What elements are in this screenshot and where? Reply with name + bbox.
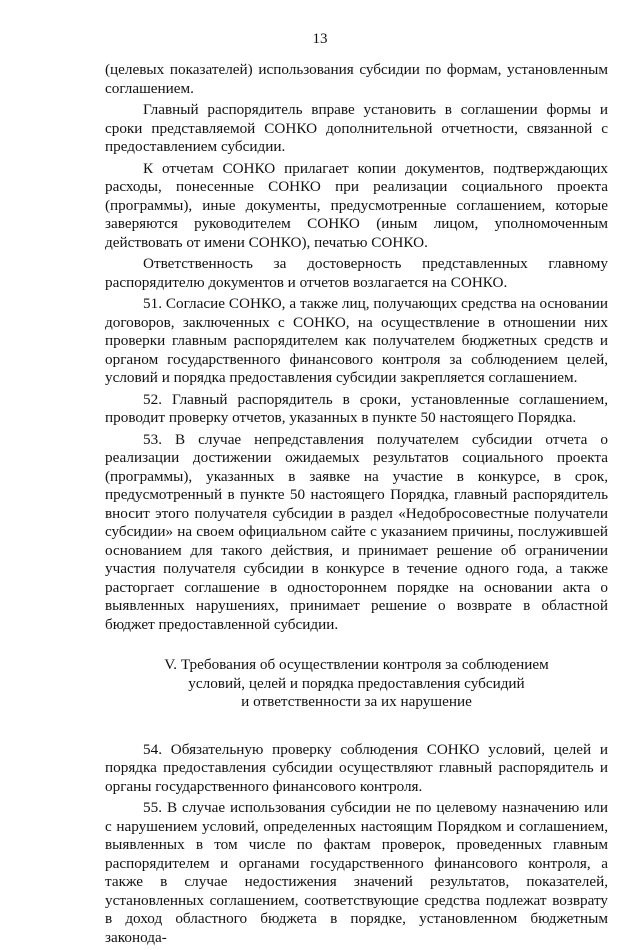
page-number: 13 (312, 31, 328, 47)
paragraph-report-attachments: К отчетам СОНКО прилагает копии документов, подтверждающих расходы, понесенные СОНКО при реализации социального проекта (программы), иные документы, предусмотренные соглашением, которые заверяются руководителем СОНКО (иным лицом, уполномоченным действовать от имени СОНКО), печатью СОНКО. (105, 159, 608, 251)
paragraph-responsibility: Ответственность за достоверность представленных главному распорядителю документов и отчетов возлагается на СОНКО. (105, 255, 608, 291)
section-heading (105, 656, 608, 712)
paragraph-clause-52: 52. Главный распорядитель в сроки, установленные соглашением, проводит проверку отчетов, указанных в пункте 50 настоящего Порядка. (105, 390, 608, 426)
paragraph-continuation: (целевых показателей) использования субсидии по формам, установленным соглашением. (105, 61, 608, 97)
section-heading-line-2: условий, целей и порядка предоставления субсидий (188, 674, 525, 692)
paragraph-clause-51: 51. Согласие СОНКО, а также лиц, получающих средства на основании договоров, заключенных с СОНКО, на осуществление в отношении них проверки главным распорядителем как получателем бюджетных средств и органом государственного финансового контроля за соблюдением целей, условий и порядка предоставления субсидии закрепляется соглашением. (105, 295, 608, 386)
paragraph-clause-53: 53. В случае непредставления получателем субсидии отчета о реализации достижении ожидаемых результатов социального проекта (программы), указанных в заявке на участие в конкурсе, в срок, предусмотренный в пункте 50 настоящего Порядка, главный распорядитель вносит этого получателя субсидии в раздел «Недобросовестные получатели субсидии» на своем официальном сайте с указанием причины, послужившей основанием для такого действия, и принимает решение об ограничении участия получателя субсидии в конкурсе в течение одного года, а также расторгает соглашение в одностороннем порядке на основании акта о выявленных нарушениях, принимает решение о возврате в областной бюджет предоставленной субсидии. (105, 430, 608, 633)
document-body (105, 61, 608, 950)
section-heading-line-3: и ответственности за их нарушение (241, 693, 472, 710)
paragraph-additional-reporting: Главный распорядитель вправе установить в соглашении формы и сроки представляемой СОНКО дополнительной отчетности, связанной с предоставлением субсидии. (105, 101, 608, 155)
section-heading-line-1: V. Требования об осуществлении контроля за соблюдением (164, 656, 549, 673)
paragraph-clause-54: 54. Обязательную проверку соблюдения СОНКО условий, целей и порядка предоставления субсидии осуществляют главный распорядитель и органы государственного финансового контроля. (105, 740, 608, 795)
paragraph-clause-55: 55. В случае использования субсидии не по целевому назначению или с нарушением условий, определенных настоящим Порядком и соглашением, выявленных в том числе по фактам проверок, проведенных главным распорядителем и органами государственного финансового контроля, а также в случае недостижения значений результатов, показателей, установленных соглашением, соответствующие средства подлежат возврату в доход областного бюджета в порядке, установленном бюджетным законода- (105, 799, 608, 946)
